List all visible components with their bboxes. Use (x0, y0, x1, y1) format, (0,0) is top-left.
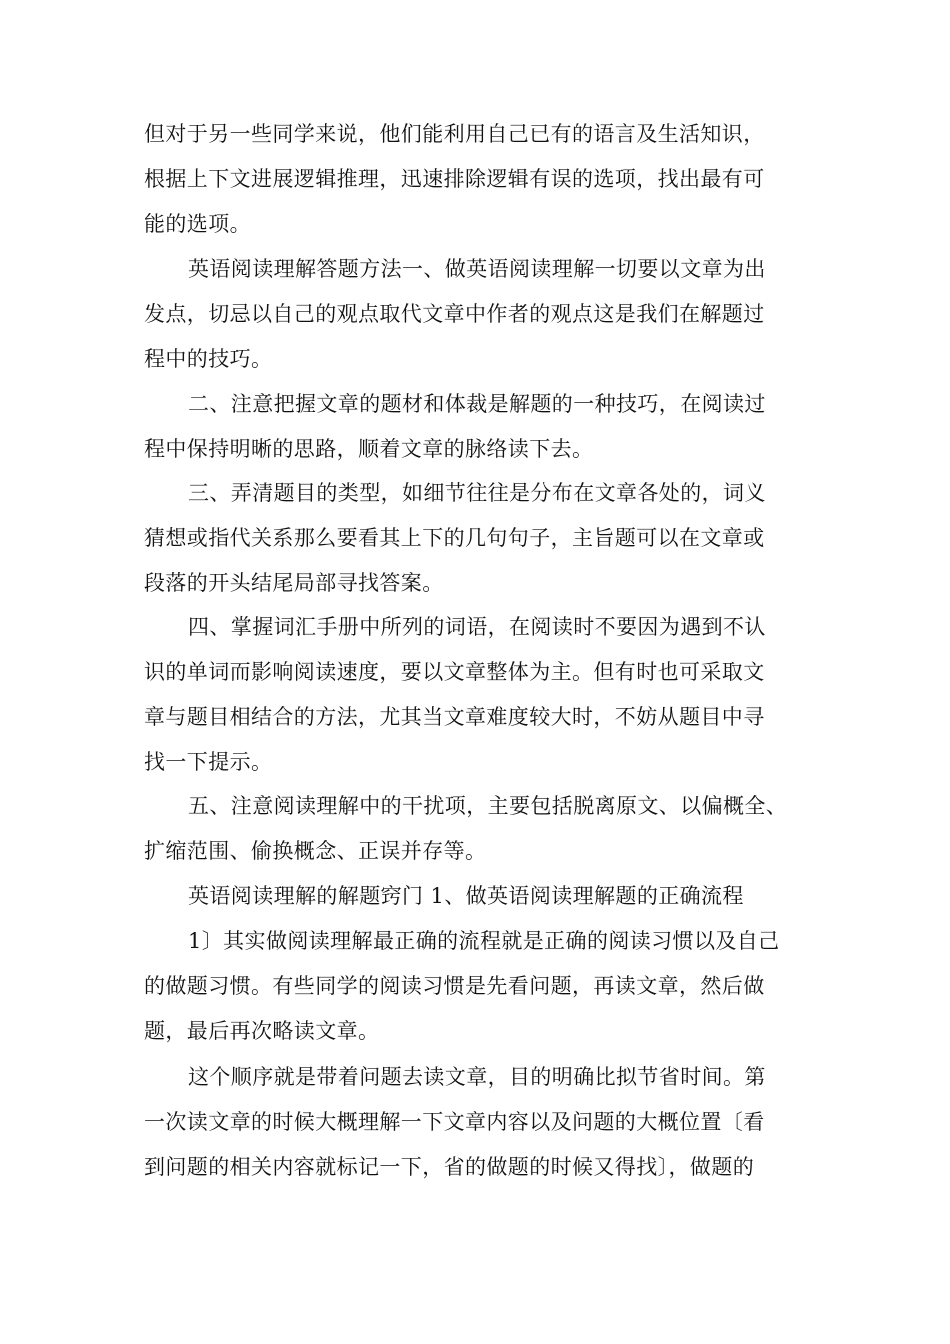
text-line: 但对于另一些同学来说，他们能利用自己已有的语言及生活知识， (144, 122, 765, 146)
text-line: 找一下提示。 (144, 750, 273, 774)
text-line: 三、弄清题目的类型，如细节往往是分布在文章各处的，词义 (188, 481, 766, 505)
text-line: 程中的技巧。 (144, 347, 273, 371)
text-line: 英语阅读理解的解题窍门 1、做英语阅读理解题的正确流程 (188, 884, 744, 908)
text-line: 能的选项。 (144, 212, 251, 236)
text-line: 章与题目相结合的方法，尤其当文章难度较大时，不妨从题目中寻 (144, 705, 765, 729)
text-line: 发点，切忌以自己的观点取代文章中作者的观点这是我们在解题过 (144, 302, 765, 326)
text-line: 题，最后再次略读文章。 (144, 1019, 380, 1043)
text-line: 四、掌握词汇手册中所列的词语，在阅读时不要因为遇到不认 (188, 615, 766, 639)
text-line: 五、注意阅读理解中的干扰项，主要包括脱离原文、以偏概全、 (188, 794, 788, 818)
text-line: 1〕其实做阅读理解最正确的流程就是正确的阅读习惯以及自己 (188, 929, 780, 953)
text-line: 根据上下文进展逻辑推理，迅速排除逻辑有误的选项，找出最有可 (144, 167, 765, 191)
text-line: 的做题习惯。有些同学的阅读习惯是先看问题，再读文章，然后做 (144, 974, 765, 998)
text-line: 一次读文章的时候大概理解一下文章内容以及问题的大概位置〔看 (144, 1110, 765, 1134)
text-line: 这个顺序就是带着问题去读文章，目的明确比拟节省时间。第 (188, 1065, 766, 1089)
text-line: 二、注意把握文章的题材和体裁是解题的一种技巧，在阅读过 (188, 392, 766, 416)
text-line: 扩缩范围、偷换概念、正误并存等。 (144, 839, 487, 863)
text-line: 识的单词而影响阅读速度，要以文章整体为主。但有时也可采取文 (144, 660, 765, 684)
text-line: 英语阅读理解答题方法一、做英语阅读理解一切要以文章为出 (188, 257, 766, 281)
text-line: 段落的开头结尾局部寻找答案。 (144, 571, 444, 595)
text-line: 到问题的相关内容就标记一下，省的做题的时候又得找〕，做题的 (144, 1155, 755, 1179)
text-line: 程中保持明晰的思路，顺着文章的脉络读下去。 (144, 437, 594, 461)
text-line: 猜想或指代关系那么要看其上下的几句句子，主旨题可以在文章或 (144, 526, 765, 550)
